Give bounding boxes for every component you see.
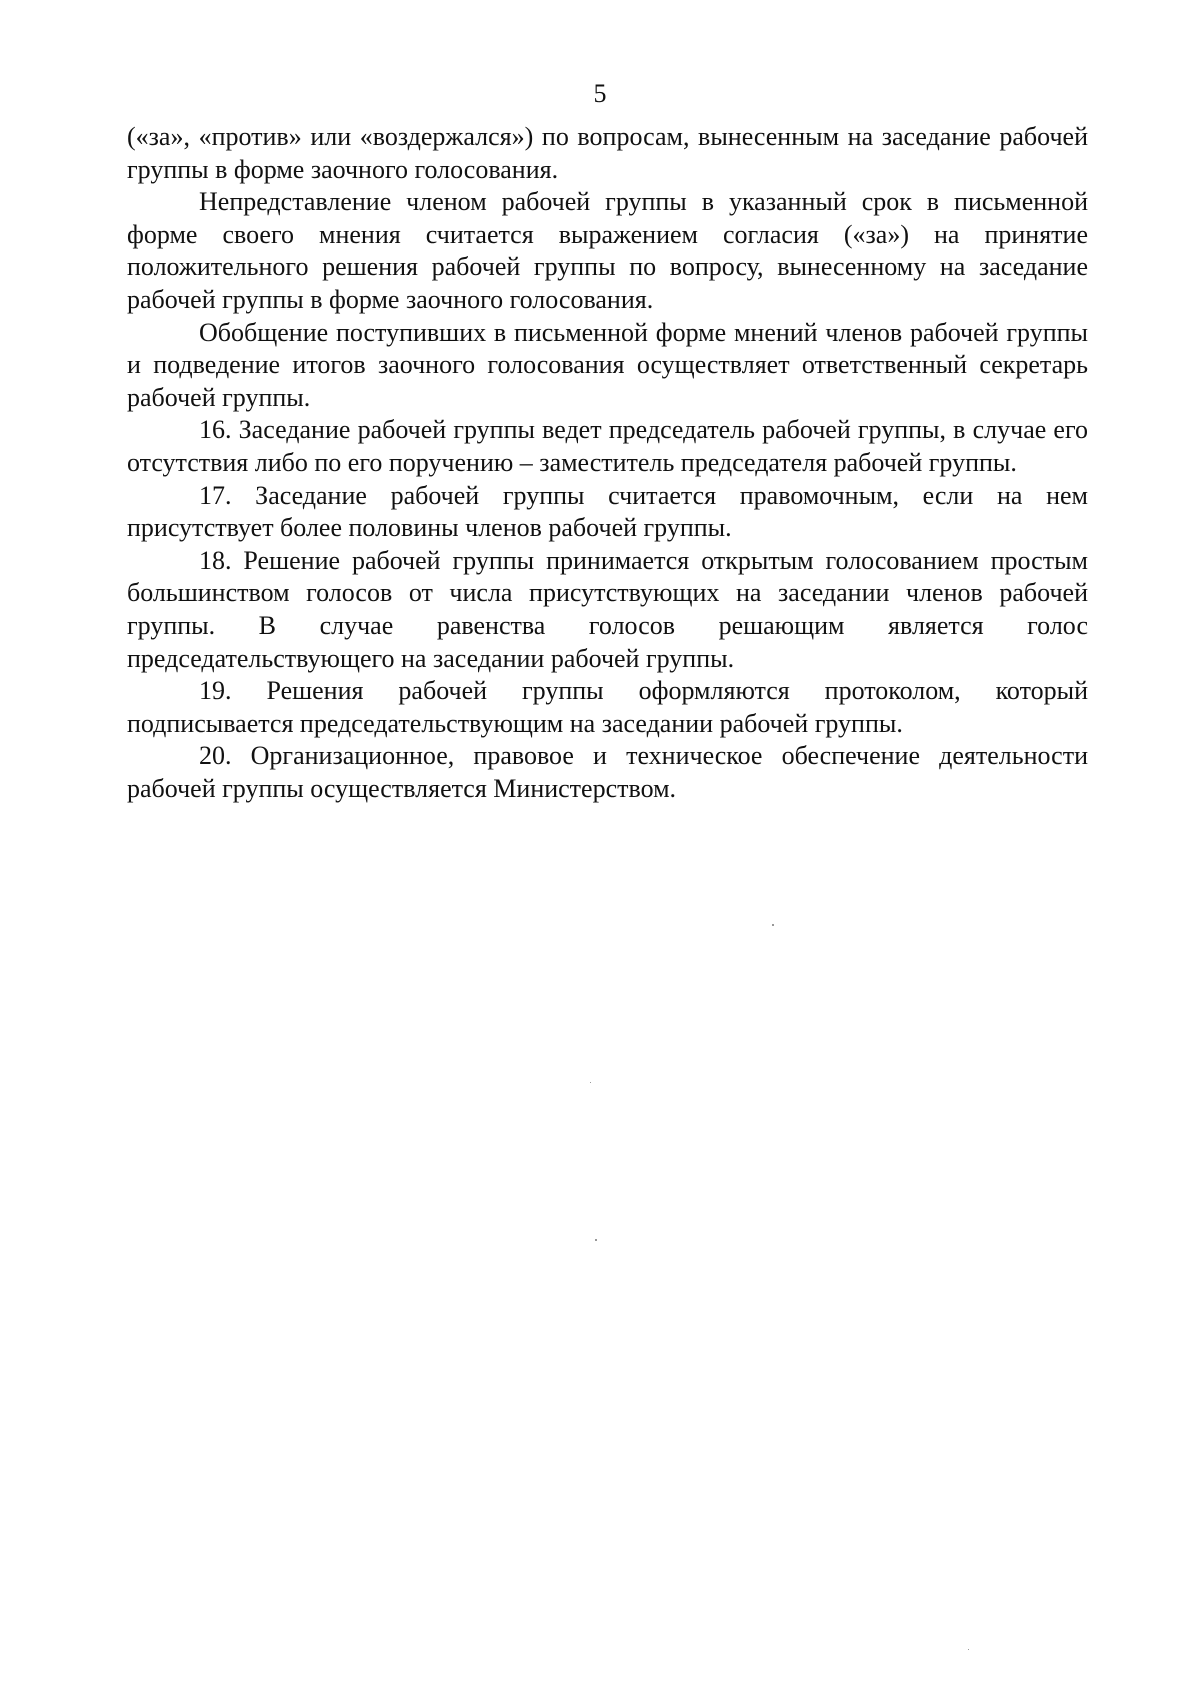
page-number: 5: [593, 79, 607, 108]
paragraph-item-16: 16. Заседание рабочей группы ведет председатель рабочей группы, в случае его отсутствия либо по его поручению – заместитель председателя рабочей группы.: [127, 415, 1088, 477]
document-body: [127, 121, 1088, 805]
scan-speck: [590, 1082, 591, 1083]
paragraph-item-18: 18. Решение рабочей группы принимается открытым голосованием простым большинством голосов от числа присутствующих на заседании членов рабочей группы. В случае равенства голосов решающим является голос председательствующего на заседании рабочей группы.: [127, 545, 1088, 673]
paragraph-vote-summary: Обобщение поступивших в письменной форме мнений членов рабочей группы и подведение итогов заочного голосования осуществляет ответственный секретарь рабочей группы.: [127, 317, 1088, 412]
paragraph-non-submission: Непредставление членом рабочей группы в указанный срок в письменной форме своего мнения считается выражением согласия («за») на принятие положительного решения рабочей группы по вопросу, вынесенному на заседание рабочей группы в форме заочного голосования.: [127, 187, 1088, 314]
scan-speck: [772, 924, 774, 926]
paragraph-item-19: 19. Решения рабочей группы оформляются протоколом, который подписывается председательствующим на заседании рабочей группы.: [127, 676, 1088, 738]
scan-speck: [595, 1239, 597, 1241]
scan-speck: [968, 1649, 969, 1650]
paragraph-item-20: 20. Организационное, правовое и техническое обеспечение деятельности рабочей группы осуществляется Министерством.: [127, 741, 1088, 803]
paragraph-voting-options: («за», «против» или «воздержался») по вопросам, вынесенным на заседание рабочей группы в форме заочного голосования.: [127, 122, 1088, 184]
paragraph-item-17: 17. Заседание рабочей группы считается правомочным, если на нем присутствует более половины членов рабочей группы.: [127, 480, 1088, 543]
